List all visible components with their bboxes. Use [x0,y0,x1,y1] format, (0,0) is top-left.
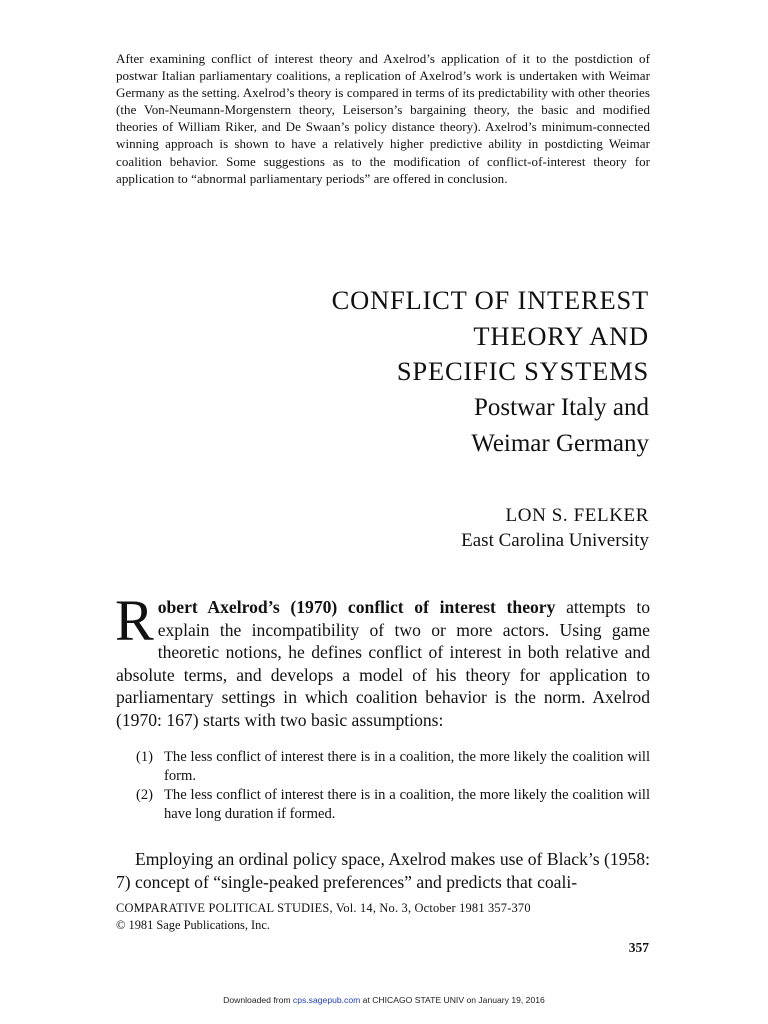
copyright-line: © 1981 Sage Publications, Inc. [116,917,270,932]
assumption-number: (2) [136,787,154,803]
download-note [0,995,768,1005]
assumption-item [136,786,650,824]
author-name: LON S. FELKER [505,505,649,526]
assumption-text: The less conflict of interest there is in a coalition, the more likely the coalition will have long duration if formed. [164,787,650,822]
lead-in-text: obert Axelrod’s (1970) conflict of interest theory [157,597,556,617]
subtitle-line: Weimar Germany [471,430,649,457]
assumption-item [136,748,650,786]
download-prefix: Downloaded from [223,995,293,1005]
assumption-text: The less conflict of interest there is in a coalition, the more likely the coalition will form. [164,749,650,784]
title-line: CONFLICT OF INTEREST [331,285,649,315]
title-line: THEORY AND [473,320,649,351]
abstract: After examining conflict of interest theory and Axelrod’s application of it to the postdiction of postwar Italian parliamentary coalitions, a replication of Axelrod’s work is undertaken with Weimar Germany as the setting. Axelrod’s theory is compared in terms of its predictability with other theories (the Von-Neumann-Morgenstern theory, Leiserson’s bargaining theory, the basic and modified theories of William Riker, and De Swaan’s policy distance theory). Axelrod’s minimum-connected winning approach is shown to have a relatively higher predictive ability in postdicting Weimar coalition behavior. Some suggestions as to the modification of conflict-of-interest theory for application to “abnormal parliamentary periods” are offered in conclusion. [116,51,650,186]
assumption-list [136,748,650,824]
paragraph-text: attempts to explain the incompatibility of two or more actors. Using game theoretic notions, he defines conflict of interest in both relative and absolute terms, and develops a model of his theory for application to parliamentary settings in which coalition behavior is the norm. Axelrod (1970: 167) starts with two basic assumptions: [116,597,651,730]
download-link[interactable]: cps.sagepub.com [292,995,361,1005]
article-title [229,283,649,463]
journal-info [116,900,650,933]
body-paragraph-2: Employing an ordinal policy space, Axelrod makes use of Black’s (1958: 7) concept of “single-peaked preferences” and predicts that coali- [116,849,650,892]
download-suffix: at CHICAGO STATE UNIV on January 19, 2016 [360,995,545,1005]
title-line: SPECIFIC SYSTEMS [396,356,649,386]
drop-cap: R [115,588,154,653]
author-block [289,504,649,553]
body-paragraph-1 [115,588,651,732]
assumption-number: (1) [136,749,154,765]
journal-citation: COMPARATIVE POLITICAL STUDIES, Vol. 14, No. 3, October 1981 357-370 [116,901,531,915]
subtitle-line: Postwar Italy and [474,393,649,421]
page-number: 357 [628,940,649,955]
author-affiliation: East Carolina University [461,530,649,551]
